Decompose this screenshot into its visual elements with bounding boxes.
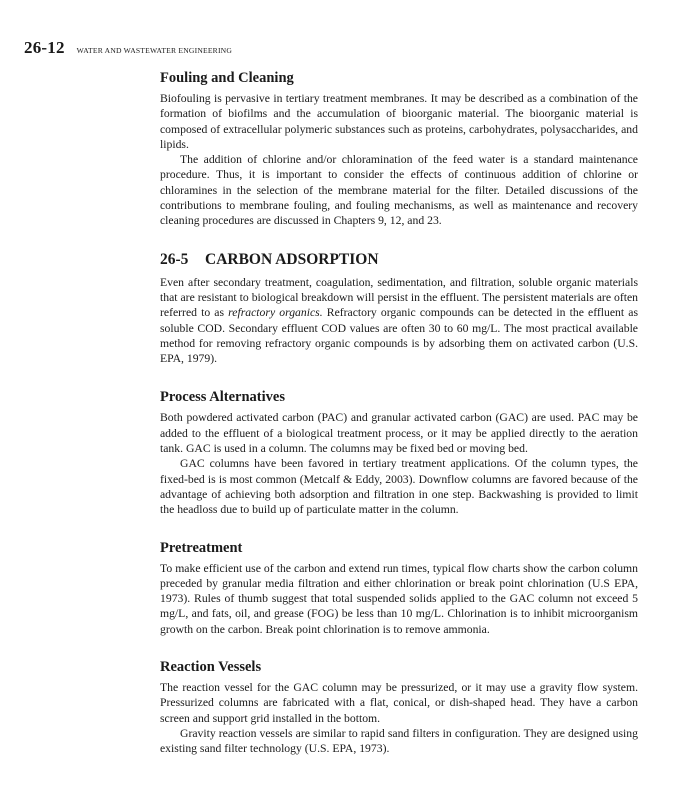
section-pretreatment <box>160 539 638 637</box>
italic-term: refractory organics. <box>228 306 323 320</box>
paragraph: Biofouling is pervasive in tertiary treatment membranes. It may be described as a combination of the formation of biofilms and the accumulation of bioorganic material. The bioorganic material is composed of extracellular polymeric substances such as proteins, carbohydrates, polysaccharides, and lipids. <box>160 92 638 151</box>
section-fouling-and-cleaning <box>160 69 638 229</box>
paragraph: To make efficient use of the carbon and extend run times, typical flow charts show the carbon column preceded by granular media filtration and either chlorination or break point chlorination (U.S EPA, 1973). Rules of thumb suggest that total suspended solids applied to the GAC column not exceed 5 mg/L, and fats, oil, and grease (FOG) be less than 10 mg/L. Chlorination is to inhibit microorganism growth on the carbon. Break point chlorination is to remove ammonia. <box>160 561 638 636</box>
paragraph-text: Refractory organic compounds can be detected in the effluent as soluble COD. Secondary effluent COD values are often 30 to 60 mg/L. The most practical available method for removing refractory organic compounds is by adsorbing them on activated carbon (U.S. EPA, 1979). <box>160 306 638 366</box>
section-heading <box>160 250 638 270</box>
section-process-alternatives <box>160 388 638 517</box>
page-number: 26-12 <box>24 38 65 57</box>
book-title: WATER AND WASTEWATER ENGINEERING <box>76 46 233 55</box>
section-number: 26-5 <box>160 250 189 268</box>
subsection-heading: Process Alternatives <box>160 389 285 406</box>
paragraph: GAC columns have been favored in tertiary treatment applications. Of the column types, the fixed-bed is is most common (Metcalf & Eddy, 2003). Downflow columns are favored because of the advantage of achieving both adsorption and filtration in one step. Backwashing is provided to limit the headloss due to build up of particulate matter in the column. <box>160 457 638 517</box>
subsection-heading: Reaction Vessels <box>160 659 262 676</box>
paragraph-text: Even after secondary treatment, coagulation, sedimentation, and filtration, soluble organic materials that are resistant to biological breakdown will persist in the effluent. The persistent materials are often referred to as <box>160 275 638 320</box>
paragraph: Gravity reaction vessels are similar to rapid sand filters in configuration. They are designed using existing sand filter technology (U.S. EPA, 1973). <box>160 726 638 756</box>
running-head <box>24 38 664 58</box>
paragraph: The reaction vessel for the GAC column may be pressurized, or it may use a gravity flow system. Pressurized columns are fabricated with a flat, conical, or dish-shaped head. They have a carbon screen and support grid installed in the bottom. <box>160 681 638 725</box>
subsection-heading: Pretreatment <box>160 539 243 556</box>
paragraph: Both powdered activated carbon (PAC) and granular activated carbon (GAC) are used. PAC may be added to the effluent of a biological treatment process, or it may be applied directly to the aeration tank. GAC is used in a column. The columns may be fixed bed or moving bed. <box>160 411 638 456</box>
section-reaction-vessels <box>160 658 638 756</box>
subsection-heading: Fouling and Cleaning <box>160 70 294 86</box>
page-body <box>160 69 638 778</box>
paragraph: The addition of chlorine and/or chloramination of the feed water is a standard maintenance procedure. Thus, it is important to consider the effects of continuous addition of chlorine or chloramines in the selection of the membrane material for the filter. Detailed discussions of the contributions to membrane fouling, and fouling mechanisms, as well as maintenance and recovery cleaning procedures are discussed in Chapters 9, 12, and 23. <box>160 153 638 228</box>
section-carbon-adsorption <box>160 250 638 367</box>
section-title: CARBON ADSORPTION <box>205 250 379 268</box>
paragraph <box>160 275 638 367</box>
